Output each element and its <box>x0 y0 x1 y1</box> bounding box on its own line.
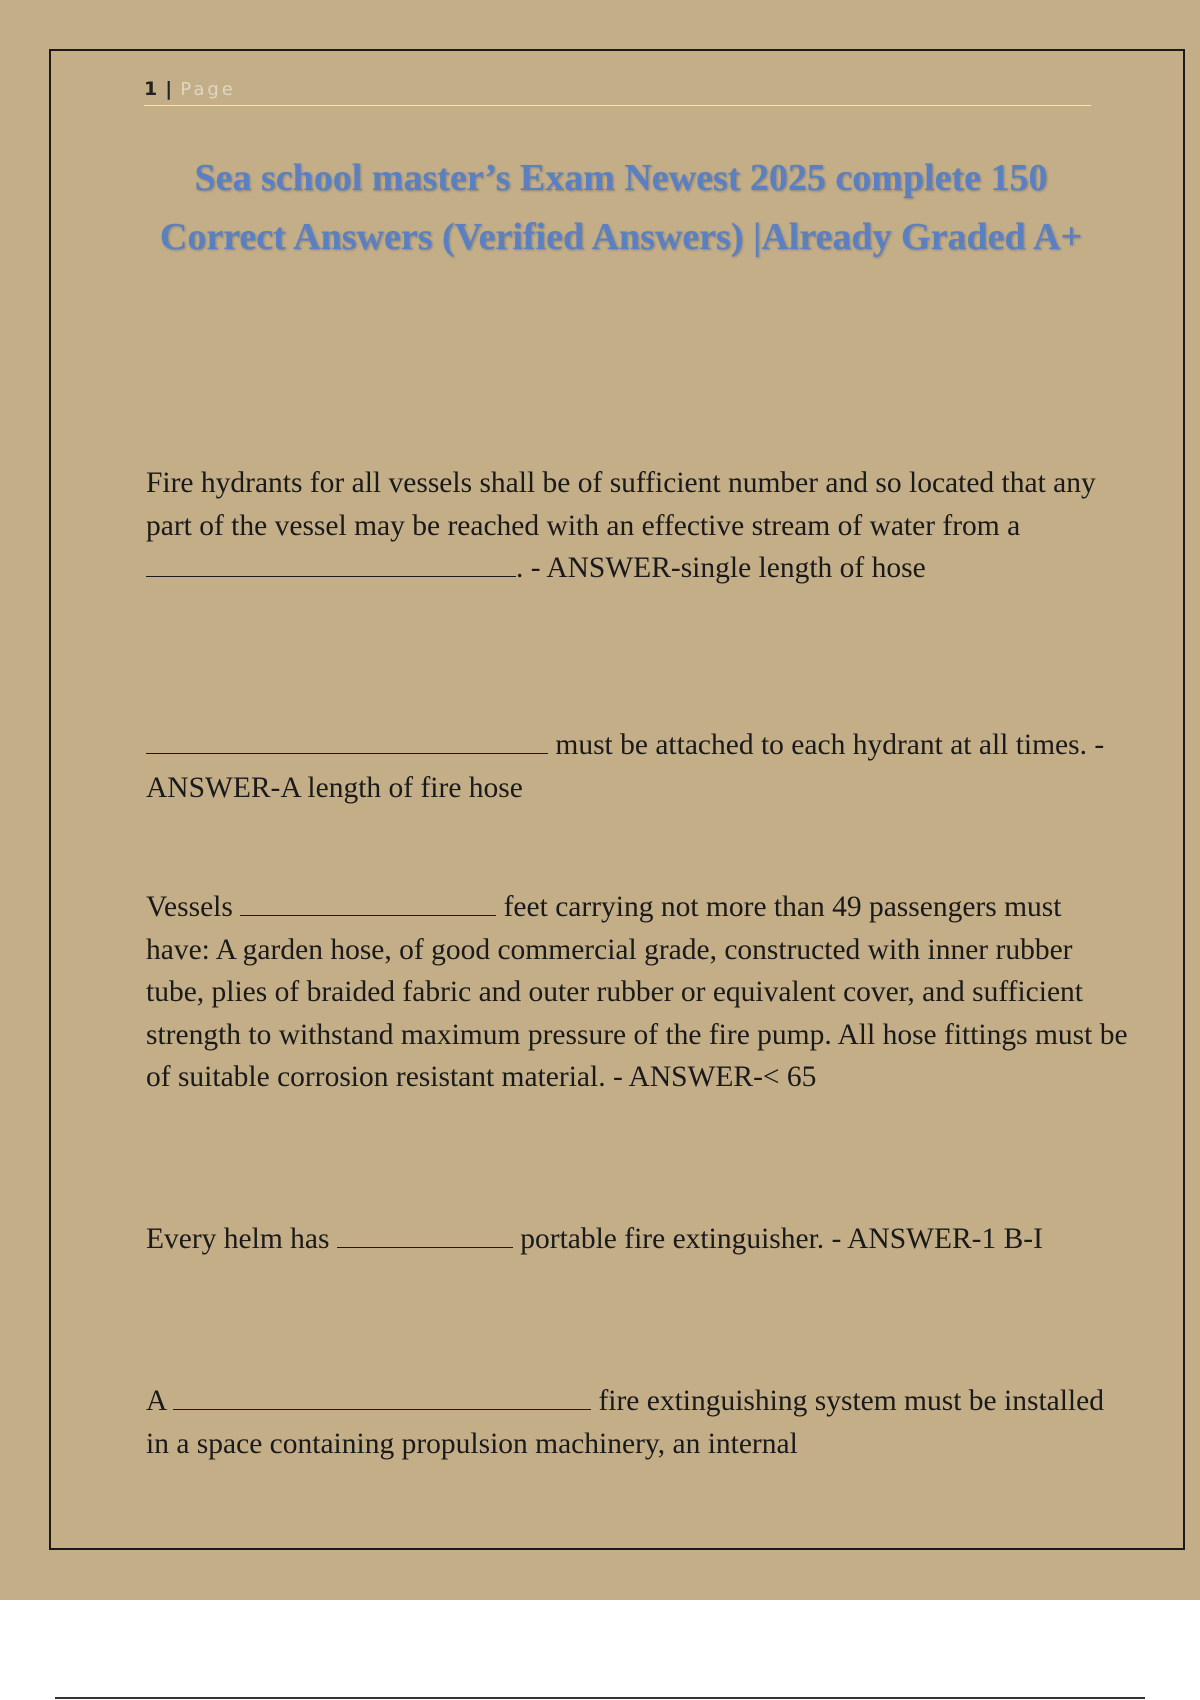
question-1-blank <box>146 548 516 577</box>
question-3-text-after: feet carrying not more than 49 passengers must have: A garden hose, of good commercial grade, constructed with inner rubber tube, plies of braided fabric and outer rubber or equivalent cover, and sufficient strength to withstand maximum pressure of the fire pump. All hose fittings must be of suitable corrosion resistant material. - ANSWER-< 65 <box>146 891 1128 1093</box>
question-4-blank <box>337 1219 513 1248</box>
question-2 <box>146 724 1131 809</box>
bottom-divider-line <box>55 1697 1145 1699</box>
question-2-blank <box>146 725 548 754</box>
question-4-text-before: Every helm has <box>146 1223 330 1255</box>
question-5-text-after: fire extinguishing system must be installed in a space containing propulsion machinery, an internal <box>146 1385 1104 1460</box>
document-title: Sea school master’s Exam Newest 2025 complete 150 Correct Answers (Verified Answers) |Already Graded A+ <box>159 157 1083 258</box>
question-4 <box>146 1218 1131 1261</box>
question-5-blank <box>173 1381 591 1410</box>
page-label: Page <box>180 79 236 100</box>
question-5-text-before: A <box>146 1385 166 1417</box>
question-4-text-after: portable fire extinguisher. - ANSWER-1 B-I <box>520 1223 1043 1255</box>
question-5 <box>146 1380 1131 1465</box>
question-3 <box>146 886 1131 1099</box>
page-border-frame <box>49 49 1185 1550</box>
question-1 <box>146 462 1131 590</box>
question-1-text-before: Fire hydrants for all vessels shall be of sufficient number and so located that any part of the vessel may be reached with an effective stream of water from a <box>146 467 1096 542</box>
page-header <box>144 75 1091 106</box>
question-3-blank <box>240 887 496 916</box>
page-number: 1 <box>144 78 158 100</box>
question-2-text-after: must be attached to each hydrant at all times. - ANSWER-A length of fire hose <box>146 729 1105 804</box>
question-3-text-before: Vessels <box>146 891 233 923</box>
question-1-text-after: . - ANSWER-single length of hose <box>516 552 926 584</box>
page-separator: | <box>165 78 173 100</box>
